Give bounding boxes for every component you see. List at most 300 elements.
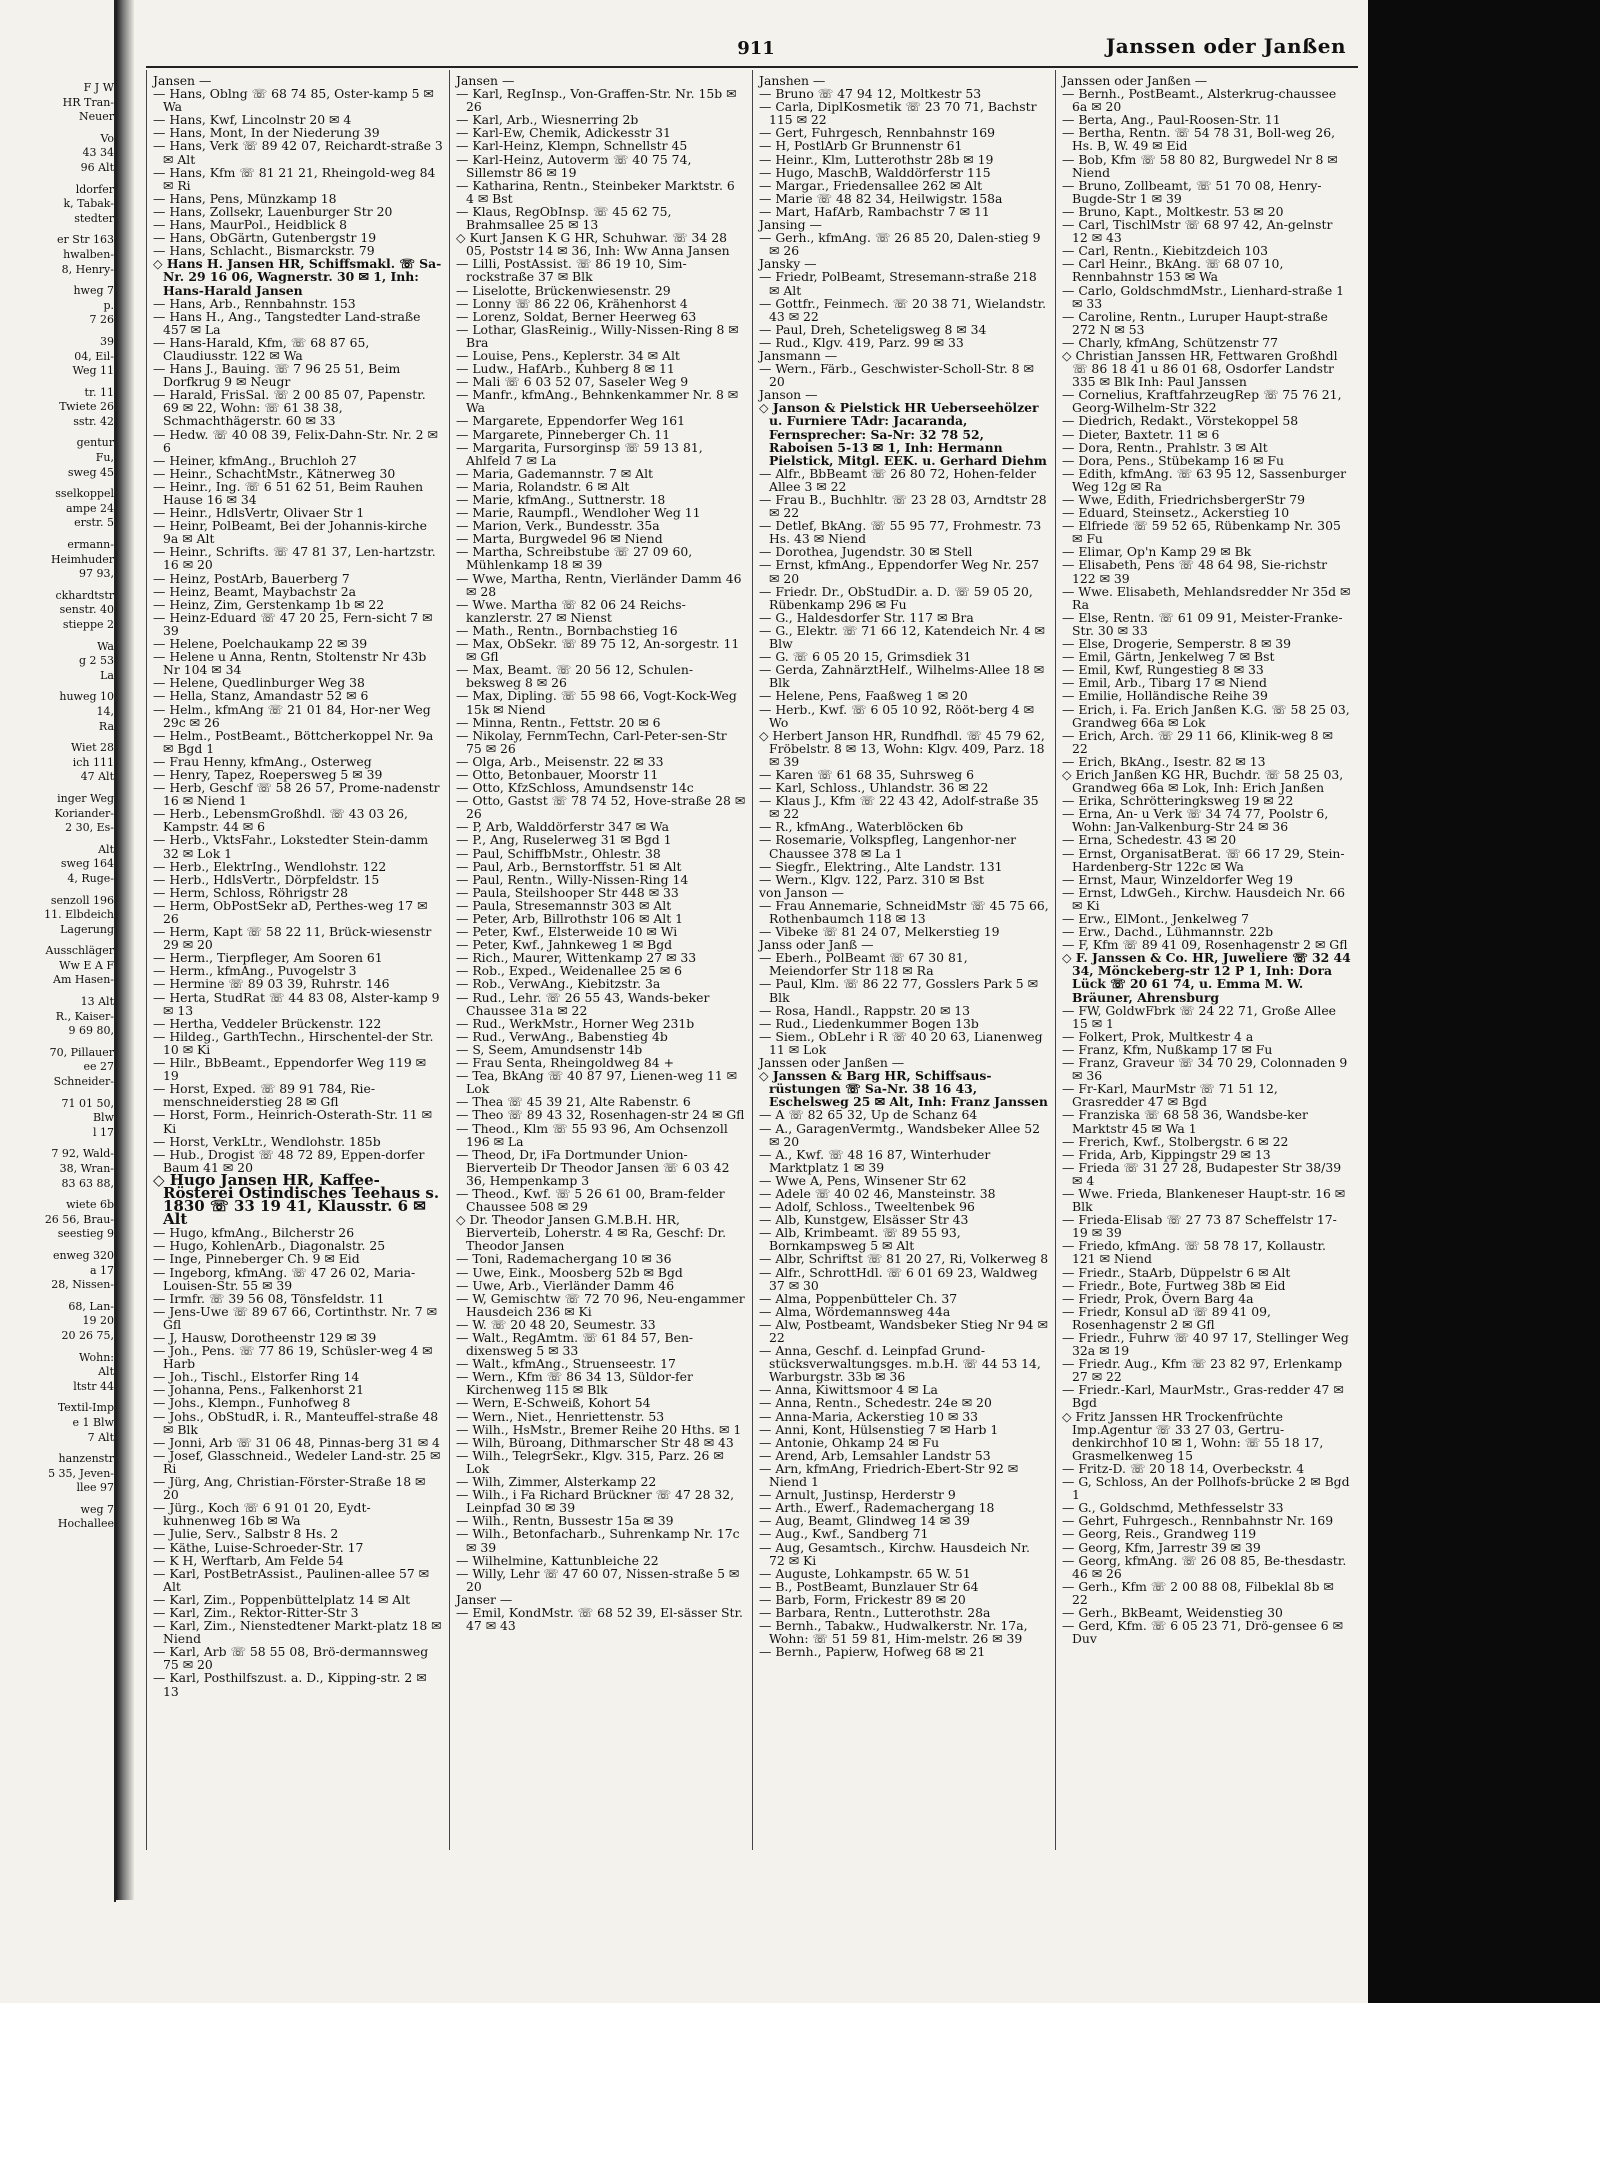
directory-entry: — Friedr, Prok, Övern Barg 4a [1062, 1290, 1254, 1306]
directory-entry: — Wern., Niet., Henriettenstr. 53 [456, 1408, 665, 1424]
directory-entry: — Heinr., Ing. ☏ 6 51 62 51, Beim Rauhen Hause 16 ✉ 34 [153, 478, 424, 507]
directory-entry: — Aug, Beamt, Glindweg 14 ✉ 39 [759, 1513, 970, 1529]
directory-entry: — Alma, Wördemannsweg 44a [759, 1303, 951, 1319]
previous-page-line: Wiet 28 [70, 741, 114, 755]
directory-entry: — Johs., ObStudR, i. R., Manteuffel-straße 48 ✉ Blk [153, 1408, 439, 1437]
directory-entry: — Theo ☏ 89 43 32, Rosenhagen-str 24 ✉ Gfl [456, 1107, 745, 1123]
directory-entry: — Emil, Gärtn, Jenkelweg 7 ✉ Bst [1062, 649, 1275, 665]
previous-page-line: Twiete 26 [59, 400, 114, 414]
directory-entry: — Hugo, MaschB, Walddörferstr 115 [759, 164, 991, 180]
previous-page-line: k, Tabak- [63, 197, 114, 211]
directory-entry: — Tea, BkAng ☏ 40 87 97, Lienen-weg 11 ✉ Lok [456, 1068, 738, 1097]
previous-page-line: Textil-Imp [57, 1401, 114, 1415]
directory-entry: — Albr, Schriftst ☏ 81 20 27, Ri, Volkerweg 8 [759, 1251, 1049, 1267]
directory-entry: — Siegfr., Elektring., Alte Landstr. 131 [759, 858, 1003, 874]
directory-entry: — Anna-Maria, Ackerstieg 10 ✉ 33 [759, 1408, 978, 1424]
directory-entry: — Max, ObSekr. ☏ 89 75 12, An-sorgestr. 11 ✉ Gfl [456, 636, 740, 665]
directory-entry: — G. ☏ 6 05 20 15, Grimsdiek 31 [759, 649, 972, 665]
previous-page-line: ich 111 [72, 755, 114, 769]
previous-page-line: stieppe 2 [62, 618, 114, 631]
directory-entry: — Lonny ☏ 86 22 06, Krähenhorst 4 [456, 295, 688, 311]
directory-entry: — Erich, i. Fa. Erich Janßen K.G. ☏ 58 25 03, Grandweg 66a ✉ Lok [1062, 701, 1350, 730]
directory-entry: — Hans, Kfm ☏ 81 21 21, Rheingold-weg 84 ✉ Ri [153, 164, 436, 193]
directory-entry: Janshen — [759, 73, 826, 88]
directory-entry: — Karl, PostBetrAssist., Paulinen-allee 57 ✉ Alt [153, 1565, 430, 1594]
directory-column-3 [752, 70, 1055, 1850]
directory-entry: — Karl, Arb ☏ 58 55 08, Brö-dermannsweg 75 ✉ 20 [153, 1644, 429, 1673]
directory-entry: — Fr-Karl, MaurMstr ☏ 71 51 12, Grasredder 47 ✉ Bgd [1062, 1081, 1278, 1110]
previous-page-line: hweg 7 [73, 284, 114, 298]
directory-entry: — Dora, Pens., Stübekamp 16 ✉ Fu [1062, 452, 1285, 468]
previous-page-line: 04, Eil- [74, 349, 114, 363]
directory-entry: — P., Ang, Ruselerweg 31 ✉ Bgd 1 [456, 832, 672, 848]
directory-entry: — Siem., ObLehr i R ☏ 40 20 63, Lianenweg 11 ✉ Lok [759, 1028, 1043, 1057]
directory-entry: — Georg, Kfm, Jarrestr 39 ✉ 39 [1062, 1539, 1261, 1555]
previous-page-line: e 1 Blw [72, 1415, 114, 1429]
previous-page-line: Ww E A F [59, 958, 114, 972]
directory-entry: — Fritz-D. ☏ 20 18 14, Overbeckstr. 4 [1062, 1460, 1305, 1476]
directory-entry: — Hans J., Bauing. ☏ 7 96 25 51, Beim Dorfkrug 9 ✉ Neugr [153, 361, 401, 390]
directory-entry: — Horst, Form., Heinrich-Osterath-Str. 11 ✉ Ki [153, 1107, 432, 1136]
directory-entry: — Karl, Zim., Poppenbüttelplatz 14 ✉ Alt [153, 1591, 411, 1607]
directory-entry: — Carl, Rentn., Kiebitzdeich 103 [1062, 243, 1269, 259]
previous-page-line: 26 56, Brau- [44, 1212, 114, 1226]
previous-page-line: tr. 11 [84, 385, 114, 399]
directory-entry: — W, Gemischtw ☏ 72 70 96, Neu-engammer Hausdeich 236 ✉ Ki [456, 1290, 745, 1319]
directory-entry: — Hans, Schlacht., Bismarckstr. 79 [153, 243, 375, 259]
previous-page-line: 38, Wran- [59, 1162, 114, 1175]
directory-entry: — Heinz, Zim, Gerstenkamp 1b ✉ 22 [153, 596, 385, 612]
directory-entry: ◇ Christian Janssen HR, Fettwaren Großhdl ☏ 86 18 41 u 86 01 68, Osdorfer Landstr 335 ✉ Blk Inh: Paul Janssen [1062, 347, 1338, 390]
previous-page-line: 7 26 [89, 313, 114, 327]
previous-page-line: 11. Elbdeich [44, 908, 114, 922]
directory-entry: — W. ☏ 20 48 20, Seumestr. 33 [456, 1316, 656, 1332]
directory-entry: — Carl Heinr., BkAng. ☏ 68 07 10, Rennbahnstr 153 ✉ Wa [1062, 256, 1284, 285]
directory-entry: ◇ Janssen & Barg HR, Schiffsaus-rüstungen ☏ Sa-Nr. 38 16 43, Eschelsweg 25 ✉ Alt, Inh: Franz Janssen [759, 1068, 1048, 1110]
directory-entry: — Klaus, RegObInsp. ☏ 45 62 75, Brahmsallee 25 ✉ 13 [456, 203, 672, 233]
previous-page-line: Ra [98, 719, 114, 733]
directory-entry: — Margar., Friedensallee 262 ✉ Alt [759, 177, 983, 193]
directory-entry: — Helene, Poelchaukamp 22 ✉ 39 [153, 636, 368, 652]
directory-entry: — Aug., Kwf., Sandberg 71 [759, 1526, 929, 1542]
directory-entry: — Manfr., kfmAng., Behnkenkammer Nr. 8 ✉ Wa [456, 387, 739, 416]
previous-page-line: ampe 24 [65, 501, 114, 515]
directory-entry: — Mali ☏ 6 03 52 07, Saseler Weg 9 [456, 374, 689, 390]
directory-entry: — Elfriede ☏ 59 52 65, Rübenkamp Nr. 305 ✉ Fu [1062, 518, 1341, 547]
directory-entry: — Rich., Maurer, Wittenkamp 27 ✉ 33 [456, 950, 697, 966]
directory-entry: — Alb, Krimbeamt. ☏ 89 55 93, Bornkampsweg 5 ✉ Alt [759, 1225, 961, 1254]
previous-page-line: 7 Alt [87, 1430, 114, 1444]
previous-page-line: 14, [96, 704, 114, 718]
previous-page-line: senzoll 196 [50, 893, 114, 907]
directory-entry: — Helm., PostBeamt., Böttcherkoppel Nr. 9a ✉ Bgd 1 [153, 727, 434, 756]
directory-entry: — Emil, KondMstr. ☏ 68 52 39, El-sässer Str. 47 ✉ 43 [456, 1604, 743, 1634]
directory-entry: Janser — [456, 1591, 513, 1607]
directory-entry: — Karl-Heinz, Klempn, Schnellstr 45 [456, 138, 688, 154]
directory-entry: — Margarete, Pinneberger Ch. 11 [456, 426, 671, 442]
directory-entry: — Hans, Mont, In der Niederung 39 [153, 125, 380, 141]
directory-entry: — Heinr, PolBeamt, Bei der Johannis-kirche 9a ✉ Alt [153, 518, 427, 547]
previous-page-line: erstr. 5 [74, 516, 114, 530]
page-header [146, 34, 1358, 64]
directory-entry: — Peter, Arb, Billrothstr 106 ✉ Alt 1 [456, 911, 684, 926]
previous-page-line: l 17 [92, 1125, 114, 1139]
directory-entry: — Jonni, Arb ☏ 31 06 48, Pinnas-berg 31 ✉ 4 [153, 1434, 440, 1450]
directory-entry: — Walt., kfmAng., Struenseestr. 17 [456, 1356, 676, 1372]
directory-entry: — Bernh., Papierw, Hofweg 68 ✉ 21 [759, 1644, 986, 1660]
directory-entry: — Herm, Kapt ☏ 58 22 11, Brück-wiesenstr 29 ✉ 20 [153, 924, 432, 953]
directory-entry: — B., PostBeamt, Bunzlauer Str 64 [759, 1578, 979, 1594]
directory-entry: — Herm., Tierpfleger, Am Sooren 61 [153, 950, 383, 966]
directory-entry: — Ernst, OrganisatBerat. ☏ 66 17 29, Stein-Hardenberg-Str 122c ✉ Wa [1062, 845, 1345, 874]
directory-entry: — Adolf, Schloss., Tweeltenbek 96 [759, 1199, 975, 1215]
directory-entry: ◇ Fritz Janssen HR Trockenfrüchte Imp.Agentur ☏ 33 27 03, Gertru-denkirchhof 10 ✉ 1, Wohn: ☏ 55 18 17, Grasmelkenweg 15 [1062, 1408, 1324, 1463]
directory-entry: — G., Goldschmd, Methfesselstr 33 [1062, 1500, 1284, 1516]
directory-entry: — Frau Senta, Rheingoldweg 84 + [456, 1055, 674, 1071]
previous-page-line: 7 92, Wald- [51, 1147, 114, 1161]
previous-page-line: er Str 163 [57, 233, 114, 247]
directory-entry: — Marta, Burgwedel 96 ✉ Niend [456, 531, 663, 547]
previous-page-line: gentur [76, 436, 114, 450]
directory-entry: — Lilli, PostAssist. ☏ 86 19 10, Sim-rockstraße 37 ✉ Blk [456, 256, 687, 285]
directory-entry: — Carl, TischlMstr ☏ 68 97 42, An-gelnstr 12 ✉ 43 [1062, 217, 1333, 246]
previous-page-line: 43 34 [82, 146, 114, 160]
directory-entry: — A ☏ 82 65 32, Up de Schanz 64 [759, 1107, 978, 1123]
previous-page-line: sstr. 42 [73, 414, 114, 428]
directory-entry: — Barbara, Rentn., Lutterothstr. 28a [759, 1604, 991, 1620]
directory-entry: — Erw., ElMont., Jenkelweg 7 [1062, 911, 1249, 926]
directory-entry: — Carla, DiplKosmetik ☏ 23 70 71, Bachstr 115 ✉ 22 [759, 99, 1037, 128]
previous-page-line: Fu, [95, 451, 114, 465]
directory-entry: — Caroline, Rentn., Luruper Haupt-straße 272 N ✉ 53 [1062, 308, 1328, 337]
directory-entry: — Katharina, Rentn., Steinbeker Marktstr. 6 4 ✉ Bst [456, 177, 735, 206]
directory-entry: — Wwe, Edith, FriedrichsbergerStr 79 [1062, 492, 1306, 507]
directory-entry: — Minna, Rentn., Fettstr. 20 ✉ 6 [456, 714, 661, 730]
previous-page-line: 13 Alt [80, 995, 114, 1009]
directory-entry: — Liselotte, Brückenwiesenstr. 29 [456, 282, 671, 298]
directory-entry: — Jürg., Koch ☏ 6 91 01 20, Eydt-kuhnenweg 16b ✉ Wa [153, 1500, 371, 1529]
directory-entry: — Frieda ☏ 31 27 28, Budapester Str 38/39 ✉ 4 [1062, 1159, 1342, 1188]
directory-entry: — Frida, Arb, Kippingstr 29 ✉ 13 [1062, 1146, 1271, 1162]
previous-page-line: Weg 11 [72, 364, 114, 378]
directory-entry: — Friedr., StaArb, Düppelstr 6 ✉ Alt [1062, 1264, 1291, 1280]
directory-entry: — Aug, Gesamtsch., Kirchw. Hausdeich Nr. 72 ✉ Ki [759, 1539, 1030, 1568]
page-gutter [116, 0, 134, 1900]
directory-entry: — Herm, ObPostSekr aD, Perthes-weg 17 ✉ 26 [153, 897, 428, 926]
directory-entry: — Wilh., i Fa Richard Brückner ☏ 47 28 32, Leinpfad 30 ✉ 39 [456, 1487, 735, 1516]
directory-entry: — Johs., Klempn., Funhofweg 8 [153, 1395, 351, 1411]
directory-entry: — G., Haldesdorfer Str. 117 ✉ Bra [759, 609, 974, 625]
previous-page-line: 9 69 80, [68, 1024, 114, 1038]
directory-entry: — R., kfmAng., Waterblöcken 6b [759, 819, 964, 835]
directory-entry: — Marie, Raumpfl., Wendloher Weg 11 [456, 505, 701, 521]
directory-entry: — Irmfr. ☏ 39 56 08, Tönsfeldstr. 11 [153, 1290, 385, 1306]
previous-page-line: seestieg 9 [57, 1227, 114, 1241]
directory-entry: — Frerich, Kwf., Stolbergstr. 6 ✉ 22 [1062, 1133, 1289, 1149]
directory-entry: Jansky — [759, 256, 817, 272]
directory-entry: — Heinr., Schrifts. ☏ 47 81 37, Len-hartzstr. 16 ✉ 20 [153, 544, 436, 573]
directory-entry: — Hub., Drogist ☏ 48 72 89, Eppen-dorfer Baum 41 ✉ 20 [153, 1146, 425, 1175]
directory-entry: — Hans, Kwf, Lincolnstr 20 ✉ 4 [153, 112, 352, 128]
directory-entry: — Horst, VerkLtr., Wendlohstr. 185b [153, 1133, 381, 1149]
previous-page-line: ldorfer [75, 182, 114, 196]
directory-entry: ◇ F. Janssen & Co. HR, Juweliere ☏ 32 44 34, Mönckeberg-str 12 P 1, Inh: Dora Lück ☏ 20 61 74, u. Emma M. W. Bräuner, Ahrensburg [1062, 950, 1351, 1005]
directory-entry: — Helene u Anna, Rentn, Stoltenstr Nr 43b Nr 104 ✉ 34 [153, 649, 427, 678]
directory-columns [146, 70, 1358, 1850]
directory-entry: — Rob., VerwAng., Kiebitzstr. 3a [456, 976, 661, 992]
directory-entry: — Hans, Oblng ☏ 68 74 85, Oster-kamp 5 ✉ Wa [153, 86, 434, 115]
directory-entry: — Erna, Schedestr. 43 ✉ 20 [1062, 832, 1237, 848]
directory-entry: — Alfr., SchrottHdl. ☏ 6 01 69 23, Waldweg 37 ✉ 30 [759, 1264, 1038, 1293]
directory-entry: — Helene, Pens, Faaßweg 1 ✉ 20 [759, 688, 968, 704]
directory-entry: — Folkert, Prok, Multkestr 4 a [1062, 1028, 1254, 1044]
previous-page-line: 68, Lan- [68, 1299, 114, 1313]
directory-entry: Jansmann — [759, 347, 838, 363]
directory-entry: — Edith, kfmAng. ☏ 63 95 12, Sassenburger Weg 12g ✉ Ra [1062, 465, 1347, 494]
directory-entry: — Helm., kfmAng ☏ 21 01 84, Hor-ner Weg 29c ✉ 26 [153, 701, 431, 730]
directory-entry: — Toni, Rademachergang 10 ✉ 36 [456, 1251, 672, 1267]
directory-entry: — Math., Rentn., Bornbachstieg 16 [456, 622, 678, 638]
previous-page-line: sselkoppel [55, 487, 114, 501]
directory-entry: — Paul, SchiffbMstr., Ohlestr. 38 [456, 845, 661, 861]
directory-entry: ◇ Herbert Janson HR, Rundfhdl. ☏ 45 79 62, Fröbelstr. 8 ✉ 13, Wohn: Klgv. 409, Parz. 18 ✉ 39 [759, 727, 1045, 769]
directory-entry: — Helene, Quedlinburger Weg 38 [153, 675, 365, 691]
directory-entry: — Karen ☏ 61 68 35, Suhrsweg 6 [759, 766, 975, 782]
directory-entry: — Gerh., Kfm ☏ 2 00 88 08, Filbeklal 8b ✉ 22 [1062, 1578, 1334, 1607]
previous-page-line: La [100, 668, 114, 682]
previous-page-line: wiete 6b [66, 1198, 114, 1212]
previous-page-line: enweg 320 [52, 1248, 114, 1262]
directory-entry: — Frau Henny, kfmAng., Osterweg [153, 753, 372, 769]
directory-entry: — Wwe. Frieda, Blankeneser Haupt-str. 16 ✉ Blk [1062, 1185, 1346, 1215]
previous-page-line: Ausschläger [45, 944, 114, 958]
previous-page-line: Blw [92, 1111, 114, 1125]
directory-entry: — Anna, Kiwittsmoor 4 ✉ La [759, 1382, 938, 1398]
previous-page-line: 5 35, Jeven- [48, 1466, 114, 1480]
previous-page-line: sweg 45 [67, 465, 114, 479]
directory-entry: — Karl-Heinz, Autoverm ☏ 40 75 74, Sillemstr 86 ✉ 19 [456, 151, 692, 180]
directory-entry: Jansen — [456, 73, 515, 88]
directory-entry: — Bruno, Zollbeamt, ☏ 51 70 08, Henry-Bugde-Str 1 ✉ 39 [1062, 177, 1322, 206]
directory-entry: — Marie ☏ 48 82 34, Heilwigstr. 158a [759, 190, 1003, 206]
directory-entry: — Alma, Poppenbütteler Ch. 37 [759, 1290, 958, 1306]
directory-entry: — Anni, Kont, Hülsenstieg 7 ✉ Harb 1 [759, 1421, 999, 1437]
directory-entry: — Hans, MaurPol., Heidblick 8 [153, 217, 347, 233]
directory-entry: — Wern., Färb., Geschwister-Scholl-Str. 8 ✉ 20 [759, 361, 1034, 390]
directory-entry: — Frau Annemarie, SchneidMstr ☏ 45 75 66, Rothenbaumch 118 ✉ 13 [759, 897, 1049, 926]
directory-entry: — Hans-Harald, Kfm, ☏ 68 87 65, Claudiusstr. 122 ✉ Wa [153, 334, 370, 363]
directory-entry: — Berta, Ang., Paul-Roosen-Str. 11 [1062, 112, 1281, 128]
directory-entry: — F, Kfm ☏ 89 41 09, Rosenhagenstr 2 ✉ Gfl [1062, 937, 1348, 953]
directory-entry: — Wilh., Rentn, Bussestr 15a ✉ 39 [456, 1513, 674, 1529]
directory-entry: — Charly, kfmAng, Schützenstr 77 [1062, 334, 1279, 350]
directory-entry: — Heinr., Klm, Lutterothstr 28b ✉ 19 [759, 151, 994, 167]
previous-page-line: sweg 164 [60, 857, 114, 871]
previous-page-line: 39 [100, 334, 114, 348]
directory-entry: — Paul, Klm. ☏ 86 22 77, Gosslers Park 5 ✉ Blk [759, 976, 1038, 1005]
previous-page-line: Wa [97, 639, 114, 653]
directory-entry: — Jens-Uwe ☏ 89 67 66, Cortinthstr. Nr. 7 ✉ Gfl [153, 1303, 437, 1332]
directory-entry: — Hans H., Ang., Tangstedter Land-straße 457 ✉ La [153, 308, 421, 337]
directory-entry: — Paula, Stresemannstr 303 ✉ Alt [456, 897, 672, 913]
directory-entry: — Herm., kfmAng., Puvogelstr 3 [153, 963, 357, 979]
directory-entry: — Uwe, Eink., Moosberg 52b ✉ Bgd [456, 1264, 683, 1280]
directory-entry: ◇ Kurt Jansen K G HR, Schuhwar. ☏ 34 28 05, Poststr 14 ✉ 36, Inh: Ww Anna Jansen [456, 230, 730, 259]
previous-page-line: senstr. 40 [59, 603, 114, 617]
directory-entry: — Rud., Lehr. ☏ 26 55 43, Wands-beker Chaussee 31a ✉ 22 [456, 989, 710, 1018]
directory-entry: — Josef, Glasschneid., Wedeler Land-str. 25 ✉ Ri [153, 1447, 441, 1476]
directory-entry: Janss oder Janß — [759, 937, 874, 953]
directory-entry: — Erich, Arch. ☏ 29 11 66, Klinik-weg 8 ✉ 22 [1062, 727, 1333, 756]
directory-entry: — Mart, HafArb, Rambachstr 7 ✉ 11 [759, 203, 990, 219]
directory-entry: — Bob, Kfm ☏ 58 80 82, Burgwedel Nr 8 ✉ Niend [1062, 151, 1338, 180]
directory-entry: — Herb., LebensmGroßhdl. ☏ 43 03 26, Kampstr. 44 ✉ 6 [153, 806, 408, 835]
directory-entry: — Karl, RegInsp., Von-Graffen-Str. Nr. 15b ✉ 26 [456, 86, 737, 115]
directory-entry: — J, Hausw, Dorotheenstr 129 ✉ 39 [153, 1330, 377, 1345]
directory-entry: — Jürg, Ang, Christian-Förster-Straße 18 ✉ 20 [153, 1474, 426, 1503]
previous-page-line: 8, Henry- [61, 262, 114, 276]
directory-entry: — Karl-Ew, Chemik, Adickesstr 31 [456, 125, 671, 141]
directory-entry: — Herb., Kwf. ☏ 6 05 10 92, Rööt-berg 4 ✉ Wo [759, 701, 1035, 730]
directory-entry: — Hans, ObGärtn, Gutenbergstr 19 [153, 230, 377, 246]
directory-entry: — Friedr.-Karl, MaurMstr., Gras-redder 47 ✉ Bgd [1062, 1382, 1344, 1411]
scanner-background [1368, 0, 1600, 2003]
directory-entry: — Franz, Graveur ☏ 34 70 29, Colonnaden 9 ✉ 36 [1062, 1055, 1348, 1084]
directory-entry: — Adele ☏ 40 02 46, Mansteinstr. 38 [759, 1185, 996, 1201]
directory-entry: — Heinz-Eduard ☏ 47 20 25, Fern-sicht 7 ✉ 39 [153, 609, 433, 638]
previous-page-line: Am Hasen- [53, 973, 114, 987]
directory-entry: — Margarita, Fursorginsp ☏ 59 13 81, Ahlfeld 7 ✉ La [456, 439, 703, 468]
directory-entry: — Antonie, Ohkamp 24 ✉ Fu [759, 1434, 940, 1450]
directory-entry: — Paul, Rentn., Willy-Nissen-Ring 14 [456, 871, 689, 887]
directory-entry: — Hedw. ☏ 40 08 39, Felix-Dahn-Str. Nr. 2 ✉ 6 [153, 426, 438, 455]
directory-entry: — Karl, Posthilfszust. a. D., Kipping-str. 2 ✉ 13 [153, 1670, 427, 1699]
previous-page-line: weg 7 [80, 1502, 114, 1516]
directory-entry: — Carlo, GoldschmdMstr., Lienhard-straße 1 ✉ 33 [1062, 282, 1345, 311]
directory-entry: — Barb, Form, Frickestr 89 ✉ 20 [759, 1591, 966, 1607]
directory-entry: — Emilie, Holländische Reihe 39 [1062, 688, 1268, 704]
directory-entry: — Herta, StudRat ☏ 44 83 08, Alster-kamp 9 ✉ 13 [153, 989, 440, 1018]
directory-entry: — Georg, kfmAng. ☏ 26 08 85, Be-thesdastr. 46 ✉ 26 [1062, 1552, 1347, 1581]
directory-entry: — Bruno ☏ 47 94 12, Moltkestr 53 [759, 86, 982, 102]
directory-entry: — Heinz, Beamt, Maybachstr 2a [153, 583, 357, 599]
previous-page-line: g 2 53 [78, 654, 114, 668]
previous-page-line: Koriander- [54, 806, 114, 820]
directory-entry: — Elimar, Op'n Kamp 29 ✉ Bk [1062, 544, 1252, 560]
directory-entry: — Else, Drogerie, Semperstr. 8 ✉ 39 [1062, 636, 1292, 652]
directory-entry: — Hilr., BbBeamt., Eppendorfer Weg 119 ✉ 19 [153, 1055, 427, 1084]
directory-entry: — Erw., Dachd., Lühmannstr. 22b [1062, 924, 1273, 940]
directory-entry: — Paula, Steilshooper Str 448 ✉ 33 [456, 884, 679, 900]
directory-entry: — Karl, Arb., Wiesnerring 2b [456, 112, 639, 128]
directory-entry: — Horst, Exped. ☏ 89 91 784, Rie-menschneiderstieg 28 ✉ Gfl [153, 1081, 376, 1110]
directory-entry: — Wilh, Büroang, Dithmarscher Str 48 ✉ 43 [456, 1434, 734, 1450]
directory-entry: — Paul, Dreh, Scheteligsweg 8 ✉ 34 [759, 321, 987, 337]
directory-entry: — Margarete, Eppendorfer Weg 161 [456, 413, 685, 429]
directory-entry: — Rud., WerkMstr., Horner Weg 231b [456, 1015, 695, 1031]
directory-entry: — Emil, Arb., Tibarg 17 ✉ Niend [1062, 675, 1267, 691]
directory-entry: — Hermine ☏ 89 03 39, Ruhrstr. 146 [153, 976, 390, 992]
directory-entry: Jansen — [153, 73, 212, 88]
directory-entry: — Hella, Stanz, Amandastr 52 ✉ 6 [153, 688, 369, 704]
directory-entry: — Johanna, Pens., Falkenhorst 21 [153, 1382, 364, 1398]
directory-entry: — Friedr. Aug., Kfm ☏ 23 82 97, Erlenkamp 27 ✉ 22 [1062, 1356, 1343, 1385]
directory-entry: — Theod., Klm ☏ 55 93 96, Am Ochsenzoll 196 ✉ La [456, 1120, 728, 1149]
directory-entry: — Gerh., BkBeamt, Weidenstieg 30 [1062, 1604, 1283, 1620]
directory-entry: — Emil, Kwf, Rungestieg 8 ✉ 33 [1062, 662, 1264, 678]
directory-entry: ◇ Erich Janßen KG HR, Buchdr. ☏ 58 25 03, Grandweg 66a ✉ Lok, Inh: Erich Janßen [1062, 766, 1344, 796]
directory-entry: Janssen oder Janßen — [1062, 73, 1208, 88]
directory-entry: — H, PostlArb Gr Brunnenstr 61 [759, 138, 963, 154]
directory-entry: — Auguste, Lohkampstr. 65 W. 51 [759, 1565, 971, 1581]
directory-entry: — Detlef, BkAng. ☏ 55 95 77, Frohmestr. 73 Hs. 43 ✉ Niend [759, 518, 1042, 547]
previous-page-fragment [0, 0, 116, 1902]
directory-entry: — Walt., RegAmtm. ☏ 61 84 57, Ben-dixensweg 5 ✉ 33 [456, 1330, 694, 1359]
previous-page-line: ermann- [67, 538, 114, 552]
directory-entry: — S, Seem, Amundsenstr 14b [456, 1041, 643, 1057]
directory-entry: — Hans, Pens, Münzkamp 18 [153, 190, 337, 206]
directory-entry: — Ernst, Maur, Winzeldorfer Weg 19 [1062, 871, 1294, 887]
directory-entry: — Frau B., Buchhltr. ☏ 23 28 03, Arndtstr 28 ✉ 22 [759, 492, 1047, 521]
directory-entry: — Vibeke ☏ 81 24 07, Melkerstieg 19 [759, 924, 1000, 940]
directory-entry: — Arn, kfmAng, Friedrich-Ebert-Str 92 ✉ Niend 1 [759, 1460, 1019, 1490]
directory-entry: — Gottfr., Feinmech. ☏ 20 38 71, Wielandstr. 43 ✉ 22 [759, 295, 1047, 324]
directory-entry: — Friedr. Dr., ObStudDir. a. D. ☏ 59 05 20, Rübenkamp 296 ✉ Fu [759, 583, 1033, 612]
directory-entry: — Theod, Dr, iFa Dortmunder Union-Bierverteib Dr Theodor Jansen ☏ 6 03 42 36, Hempenkamp 3 [456, 1146, 730, 1188]
directory-entry: — Maria, Gademannstr. 7 ✉ Alt [456, 465, 654, 481]
directory-entry: — P, Arb, Walddörferstr 347 ✉ Wa [456, 819, 669, 835]
directory-entry: — Hildeg., GarthTechn., Hirschentel-der Str. 10 ✉ Ki [153, 1028, 434, 1057]
directory-entry: — Hertha, Veddeler Brückenstr. 122 [153, 1015, 382, 1031]
directory-entry: — Cornelius, KraftfahrzeugRep ☏ 75 76 21, Georg-Wilhelm-Str 322 [1062, 387, 1342, 416]
directory-entry: — Heinz, PostArb, Bauerberg 7 [153, 570, 350, 586]
directory-entry: — A., GaragenVermtg., Wandsbeker Allee 52 ✉ 20 [759, 1120, 1041, 1149]
directory-entry: Jansing — [759, 217, 822, 233]
directory-entry: — Joh., Tischl., Elstorfer Ring 14 [153, 1369, 360, 1385]
directory-entry: — Hugo, KohlenArb., Diagonalstr. 25 [153, 1238, 386, 1254]
directory-entry: — Erna, An- u Verk ☏ 34 74 77, Poolstr 6, Wohn: Jan-Valkenburg-Str 24 ✉ 36 [1062, 806, 1329, 835]
directory-entry: — Klaus J., Kfm ☏ 22 43 42, Adolf-straße 35 ✉ 22 [759, 793, 1039, 822]
directory-entry: — Uwe, Arb., Vierländer Damm 46 [456, 1277, 675, 1293]
previous-page-line: HR Tran- [62, 95, 114, 109]
directory-entry: — Karl, Schloss., Uhlandstr. 36 ✉ 22 [759, 780, 989, 796]
directory-entry: — Wern., Kfm ☏ 86 34 13, Süldor-fer Kirchenweg 115 ✉ Blk [456, 1369, 693, 1398]
previous-page-line: F J W [83, 81, 114, 94]
directory-entry: — Paul, Arb., Bernstorffstr. 51 ✉ Alt [456, 858, 682, 874]
directory-entry: — Otto, KfzSchloss, Amundsenstr 14c [456, 780, 694, 796]
directory-entry: — Elisabeth, Pens ☏ 48 64 98, Sie-richstr 122 ✉ 39 [1062, 557, 1328, 586]
directory-entry: ◇ Dr. Theodor Jansen G.M.B.H. HR, Bierverteib, Loherstr. 4 ✉ Ra, Geschf: Dr. Theodor Jansen [456, 1212, 727, 1254]
directory-entry: — Olga, Arb., Meisenstr. 22 ✉ 33 [456, 753, 664, 769]
previous-page-line: ckhardtstr [55, 588, 114, 602]
directory-entry: — A., Kwf. ☏ 48 16 87, Winterhuder Marktplatz 1 ✉ 39 [759, 1146, 991, 1175]
directory-entry: — Friedr, Konsul aD ☏ 89 41 09, Rosenhagenstr 2 ✉ Gfl [1062, 1303, 1271, 1332]
directory-entry: ◇ Janson & Pielstick HR Ueberseehölzer u. Furniere TAdr: Jacaranda, Fernsprecher: Sa-Nr: 32 78 52, Raboisen 5-13 ✉ 1, Inh: Hermann Pielstick, Mitgl. EEK. u. Gerhard Diehm [759, 400, 1047, 468]
directory-entry: — Harald, FrisSal. ☏ 2 00 85 07, Papenstr. 69 ✉ 22, Wohn: ☏ 61 38 38, Schmachthägerstr. 60 ✉ 33 [153, 387, 426, 429]
previous-page-line: 19 20 [82, 1314, 114, 1328]
directory-entry: — G., Elektr. ☏ 71 66 12, Katendeich Nr. 4 ✉ Blw [759, 622, 1045, 652]
previous-page-line: hwalben- [63, 247, 114, 261]
previous-page-line: Alt [98, 842, 114, 856]
directory-entry: — Marie, kfmAng., Suttnerstr. 18 [456, 492, 666, 507]
directory-entry: — Alfr., BbBeamt ☏ 26 80 72, Hohen-felder Allee 3 ✉ 22 [759, 465, 1037, 494]
directory-entry: — Käthe, Luise-Schroeder-Str. 17 [153, 1539, 364, 1555]
running-head: Janssen oder Janßen [1105, 34, 1346, 58]
page-number: 911 [737, 38, 775, 59]
previous-page-line: Wohn: [78, 1350, 114, 1364]
directory-entry: — Wwe. Martha ☏ 82 06 24 Reichs-kanzlerstr. 27 ✉ Nienst [456, 596, 686, 625]
directory-entry: — Hans, Arb., Rennbahnstr. 153 [153, 295, 356, 311]
